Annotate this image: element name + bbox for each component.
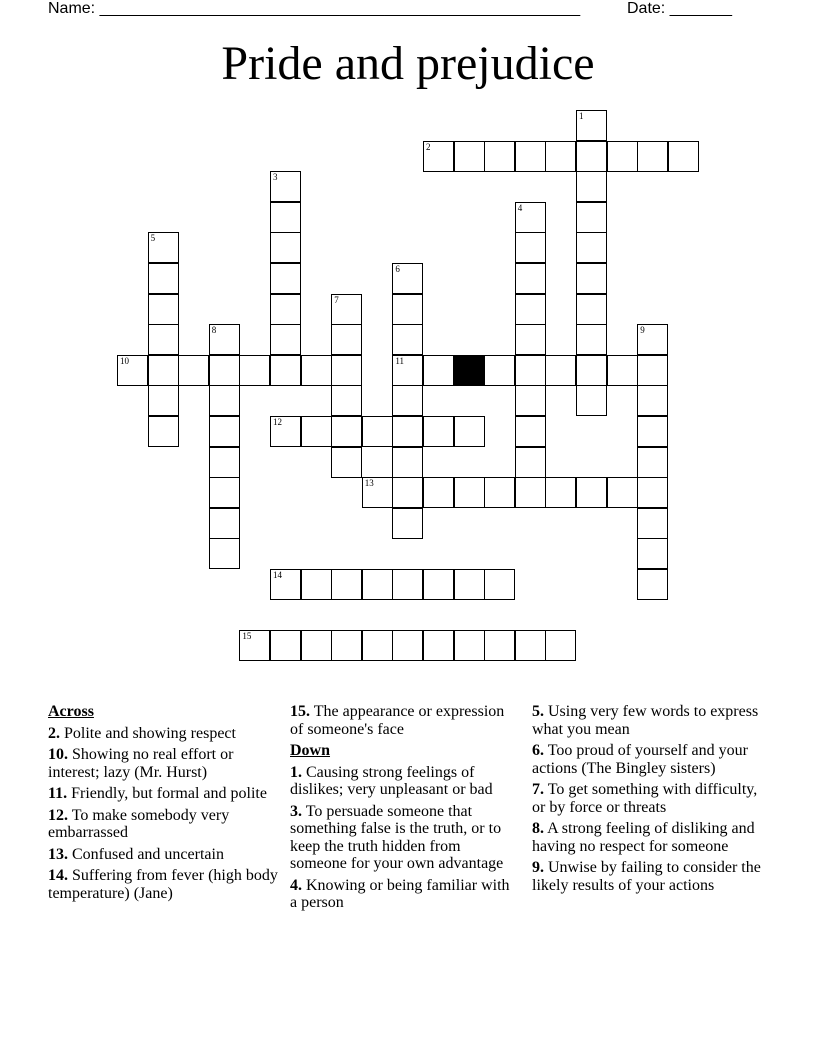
grid-cell[interactable]: [576, 110, 607, 141]
grid-cell[interactable]: [148, 324, 179, 355]
grid-cell[interactable]: [607, 477, 638, 508]
grid-cell[interactable]: [148, 416, 179, 447]
clue-number: 10.: [48, 746, 68, 763]
grid-cell[interactable]: [576, 171, 607, 202]
clue-text: To get something with difficulty, or by force or threats: [532, 781, 758, 816]
grid-cell[interactable]: [148, 232, 179, 263]
grid-cell[interactable]: [607, 355, 638, 386]
grid-cell[interactable]: [454, 630, 485, 661]
grid-cell[interactable]: [423, 355, 454, 386]
clue-number: 3.: [290, 802, 302, 820]
clue-number: 11.: [48, 785, 68, 802]
grid-cell[interactable]: [392, 569, 423, 600]
grid-cell[interactable]: [423, 141, 454, 172]
clue-number-label: 10: [120, 355, 129, 366]
grid-cell[interactable]: [392, 324, 423, 355]
clue-number: 2.: [48, 724, 60, 742]
grid-cell[interactable]: [545, 477, 576, 508]
grid-cell[interactable]: [423, 416, 454, 447]
clue-across-14: [48, 867, 278, 902]
clue-number: 13.: [48, 845, 68, 863]
grid-cell[interactable]: [515, 477, 546, 508]
grid-cell[interactable]: [637, 569, 668, 600]
grid-cell[interactable]: [239, 630, 270, 661]
clue-across-13: [48, 846, 278, 864]
clue-down-7: [532, 781, 762, 816]
grid-cell[interactable]: [515, 141, 546, 172]
grid-cell[interactable]: [576, 355, 607, 386]
clue-text: Showing no real effort or interest; lazy (Mr. Hurst): [48, 746, 234, 781]
grid-cell[interactable]: [270, 324, 301, 355]
clue-down-9: [532, 859, 762, 894]
grid-cell[interactable]: [454, 416, 485, 447]
clue-text: The appearance or expression of someone's face: [290, 703, 505, 738]
grid-cell[interactable]: [637, 141, 668, 172]
grid-cell[interactable]: [637, 385, 668, 416]
grid-cell[interactable]: [637, 538, 668, 569]
grid-cell[interactable]: [209, 538, 240, 569]
clue-number: 4.: [290, 876, 302, 894]
grid-cell[interactable]: [209, 324, 240, 355]
clue-number-label: 12: [273, 417, 282, 427]
grid-cell[interactable]: [576, 477, 607, 508]
clue-number-label: 11: [395, 355, 405, 366]
grid-cell[interactable]: [423, 630, 454, 661]
grid-cell[interactable]: [545, 355, 576, 386]
grid-cell[interactable]: [301, 355, 332, 386]
clue-number: 14.: [48, 867, 68, 884]
grid-cell[interactable]: [668, 141, 699, 172]
clue-down-3: [290, 803, 520, 873]
clue-number-label: 15: [242, 631, 252, 642]
grid-cell[interactable]: [270, 171, 301, 202]
clue-across-15: [290, 703, 520, 738]
grid-cell[interactable]: [148, 355, 179, 386]
clue-number-label: 5: [150, 233, 156, 244]
date-field[interactable]: Date: _______: [627, 0, 732, 17]
clue-across-2: [48, 725, 278, 743]
grid-cell[interactable]: [392, 477, 423, 508]
clue-across-12: [48, 807, 278, 842]
clue-text: To persuade someone that something false is the truth, or to keep the truth hidden from someone for your own advantage: [290, 802, 504, 872]
clues-column-2: [290, 703, 520, 916]
clue-number: 9.: [532, 859, 544, 876]
grid-cell[interactable]: [331, 294, 362, 325]
grid-cell[interactable]: [362, 416, 393, 447]
grid-cell[interactable]: [209, 477, 240, 508]
grid-cell[interactable]: [515, 447, 546, 478]
grid-cell[interactable]: [545, 141, 576, 172]
clue-text: Causing strong feelings of dislikes; very unpleasant or bad: [290, 763, 493, 798]
grid-cell[interactable]: [362, 569, 393, 600]
clues-column-3: [532, 703, 762, 898]
grid-cell[interactable]: [576, 294, 607, 325]
grid-cell[interactable]: [515, 263, 546, 294]
clue-number: 1.: [290, 763, 302, 781]
grid-cell[interactable]: [301, 416, 332, 447]
grid-cell[interactable]: [178, 355, 209, 386]
grid-cell[interactable]: [270, 263, 301, 294]
grid-cell[interactable]: [301, 630, 332, 661]
clue-number-label: 9: [640, 325, 645, 336]
grid-cell[interactable]: [515, 232, 546, 263]
grid-cell[interactable]: [148, 294, 179, 325]
grid-cell[interactable]: [515, 324, 546, 355]
grid-cell[interactable]: [209, 355, 240, 386]
clue-number: 7.: [532, 781, 544, 798]
grid-cell[interactable]: [454, 477, 485, 508]
grid-cell[interactable]: [484, 477, 515, 508]
grid-cell[interactable]: [423, 477, 454, 508]
grid-cell[interactable]: [270, 294, 301, 325]
clue-number-label: 6: [395, 264, 400, 274]
grid-cell[interactable]: [454, 569, 485, 600]
grid-cell[interactable]: [209, 385, 240, 416]
grid-cell[interactable]: [423, 569, 454, 600]
grid-cell[interactable]: [331, 324, 362, 355]
grid-cell[interactable]: [392, 294, 423, 325]
grid-cell[interactable]: [515, 294, 546, 325]
grid-cell[interactable]: [484, 630, 515, 661]
grid-cell[interactable]: [117, 355, 148, 386]
clue-text: Polite and showing respect: [64, 724, 236, 742]
clue-number: 12.: [48, 806, 68, 824]
grid-cell[interactable]: [239, 355, 270, 386]
clue-text: Too proud of yourself and your actions (The Bingley sisters): [532, 742, 748, 777]
grid-cell[interactable]: [576, 263, 607, 294]
grid-cell[interactable]: [331, 630, 362, 661]
grid-cell[interactable]: [576, 202, 607, 233]
grid-cell[interactable]: [515, 202, 546, 233]
grid-cell[interactable]: [331, 569, 362, 600]
clue-down-6: [532, 742, 762, 777]
grid-cell[interactable]: [637, 477, 668, 508]
grid-cell[interactable]: [515, 355, 546, 386]
grid-cell[interactable]: [392, 263, 423, 294]
grid-cell[interactable]: [392, 355, 423, 386]
clue-text: Friendly, but formal and polite: [71, 785, 267, 802]
clue-across-11: [48, 785, 278, 803]
clue-text: Using very few words to express what you mean: [532, 703, 759, 738]
clue-text: Confused and uncertain: [72, 845, 224, 863]
clue-across-10: [48, 746, 278, 781]
down-heading: Down: [290, 742, 331, 759]
grid-cell[interactable]: [576, 324, 607, 355]
grid-cell[interactable]: [515, 630, 546, 661]
clue-number: 15.: [290, 703, 310, 720]
clue-number-label: 8: [211, 325, 217, 336]
name-field[interactable]: Name: ______________________________________________________: [48, 0, 581, 17]
grid-cell[interactable]: [484, 355, 515, 386]
grid-cell[interactable]: [454, 141, 485, 172]
grid-cell[interactable]: [637, 416, 668, 447]
grid-cell[interactable]: [576, 232, 607, 263]
clue-down-5: [532, 703, 762, 738]
grid-cell[interactable]: [362, 630, 393, 661]
grid-cell[interactable]: [331, 385, 362, 416]
grid-cell[interactable]: [484, 569, 515, 600]
grid-cell[interactable]: [515, 385, 546, 416]
clue-number-label: 1: [579, 111, 584, 121]
clue-down-4: [290, 877, 520, 912]
blocked-cell: [454, 355, 485, 386]
grid-cell[interactable]: [576, 141, 607, 172]
puzzle-title: Pride and prejudice: [221, 37, 595, 90]
clue-number: 6.: [532, 742, 544, 759]
clue-number: 5.: [532, 703, 544, 720]
grid-cell[interactable]: [301, 569, 332, 600]
grid-cell[interactable]: [576, 385, 607, 416]
grid-cell[interactable]: [637, 355, 668, 386]
grid-cell[interactable]: [637, 447, 668, 478]
grid-cell[interactable]: [270, 569, 301, 600]
clue-number-label: 13: [364, 478, 374, 489]
grid-cell[interactable]: [270, 416, 301, 447]
grid-cell[interactable]: [515, 416, 546, 447]
grid-cell[interactable]: [607, 141, 638, 172]
clue-text: A strong feeling of disliking and having no respect for someone: [532, 820, 755, 855]
clue-number-label: 14: [273, 570, 282, 580]
grid-cell[interactable]: [148, 385, 179, 416]
grid-cell[interactable]: [270, 232, 301, 263]
grid-cell[interactable]: [148, 263, 179, 294]
grid-cell[interactable]: [637, 508, 668, 539]
clue-down-1: [290, 764, 520, 799]
grid-cell[interactable]: [392, 447, 423, 478]
grid-cell[interactable]: [362, 477, 393, 508]
grid-cell[interactable]: [209, 416, 240, 447]
clue-number-label: 7: [334, 294, 339, 305]
clue-text: To make somebody very embarrassed: [48, 806, 230, 841]
clue-down-8: [532, 820, 762, 855]
grid-cell[interactable]: [637, 324, 668, 355]
grid-cell[interactable]: [484, 141, 515, 172]
grid-cell[interactable]: [392, 508, 423, 539]
grid-cell[interactable]: [270, 630, 301, 661]
grid-cell[interactable]: [392, 416, 423, 447]
clue-number-label: 2: [426, 141, 431, 152]
grid-cell[interactable]: [545, 630, 576, 661]
grid-cell[interactable]: [392, 385, 423, 416]
grid-cell[interactable]: [209, 508, 240, 539]
clue-number-label: 4: [517, 202, 523, 213]
clues-column-1: [48, 703, 278, 906]
grid-cell[interactable]: [209, 447, 240, 478]
clue-text: Unwise by failing to consider the likely results of your actions: [532, 859, 761, 894]
grid-cell[interactable]: [270, 355, 301, 386]
grid-cell[interactable]: [331, 447, 362, 478]
grid-cell[interactable]: [331, 416, 362, 447]
clue-number: 8.: [532, 820, 544, 837]
clue-number-label: 3: [273, 172, 278, 183]
clue-text: Knowing or being familiar with a person: [290, 876, 510, 911]
clue-text: Suffering from fever (high body temperature) (Jane): [48, 867, 278, 902]
grid-cell[interactable]: [392, 630, 423, 661]
grid-cell[interactable]: [331, 355, 362, 386]
across-heading: Across: [48, 703, 94, 720]
grid-cell[interactable]: [270, 202, 301, 233]
clues-section: [48, 703, 778, 1033]
